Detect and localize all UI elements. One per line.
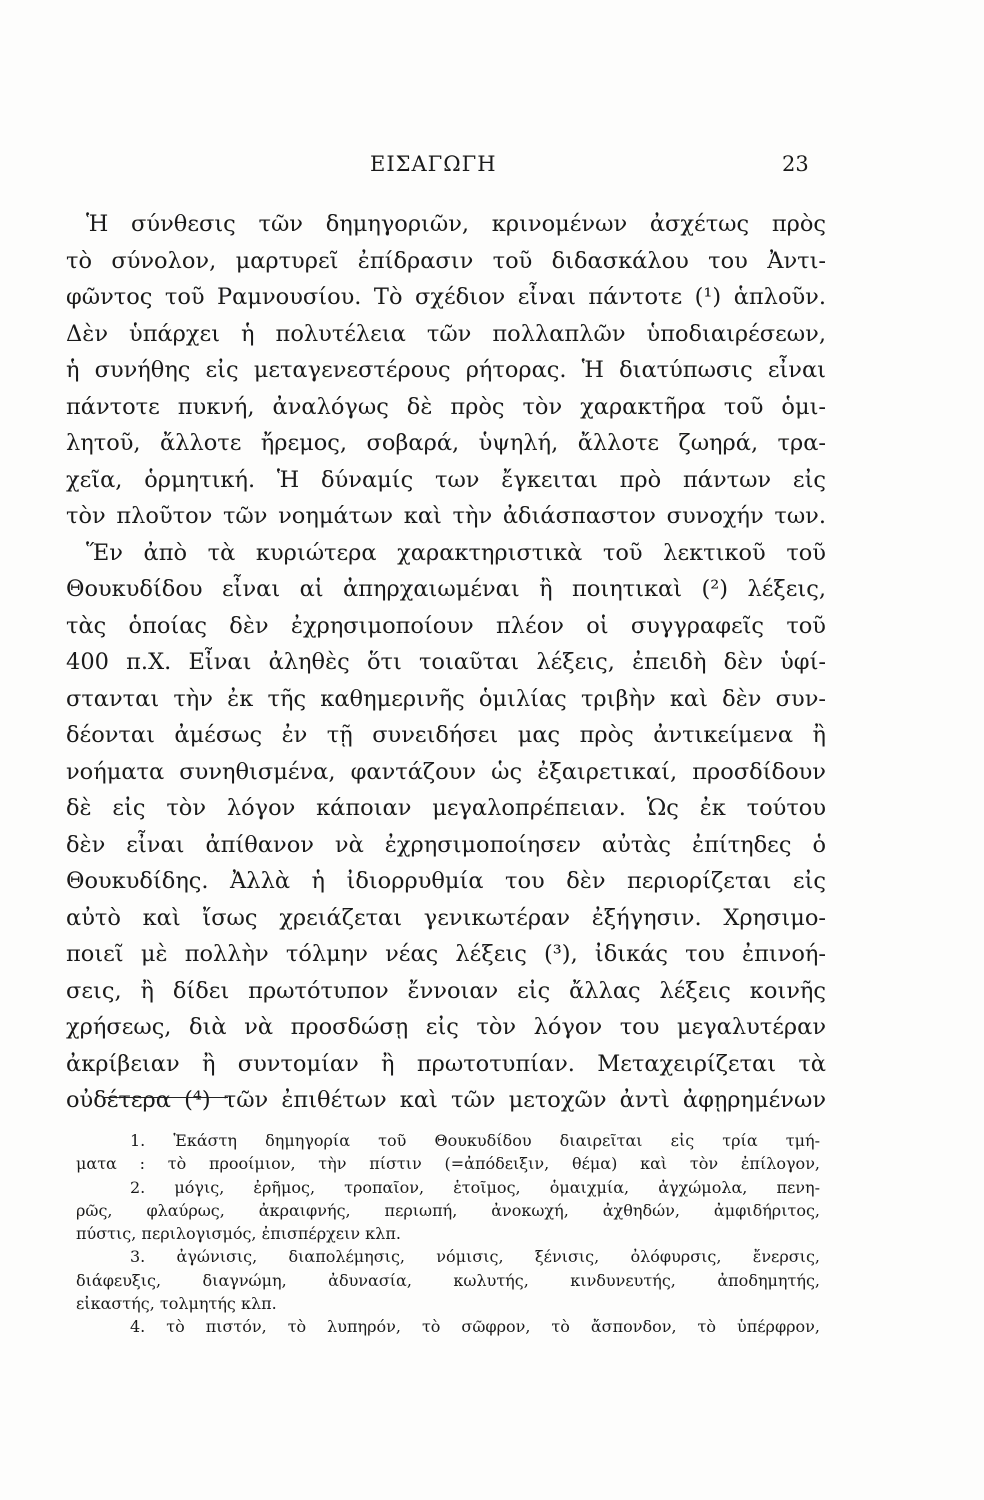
body-line: δὲν εἶναι ἀπίθανον νὰ ἐχρησιμοποίησεν αὐτὰς ἐπίτηδες ὁ [66, 831, 826, 858]
body-line: 400 π.Χ. Εἶναι ἀληθὲς ὅτι τοιαῦται λέξεις, ἐπειδὴ δὲν ὑφί- [66, 649, 826, 675]
body-line: Ἕν ἀπὸ τὰ κυριώτερα χαρακτηριστικὰ τοῦ λεκτικοῦ τοῦ [86, 539, 826, 566]
footnote-line: διάφευξις, διαγνώμη, ἀδυνασία, κωλυτής, κινδυνευτής, ἀποδημητής, [76, 1270, 820, 1290]
body-line: τὸν πλοῦτον τῶν νοημάτων καὶ τὴν ἀδιάσπαστον συνοχήν των. [66, 503, 826, 529]
body-line: φῶντος τοῦ Ραμνουσίου. Τὸ σχέδιον εἶναι πάντοτε (¹) ἁπλοῦν. [66, 284, 826, 310]
body-line: δέονται ἀμέσως ἐν τῇ συνειδήσει μας πρὸς ἀντικείμενα ἢ [66, 722, 826, 748]
body-line: ἡ συνήθης εἰς μεταγενεστέρους ρήτορας. Ἡ διατύπωσις εἶναι [66, 357, 826, 383]
body-line: χρήσεως, διὰ νὰ προσδώσῃ εἰς τὸν λόγον του μεγαλυτέραν [66, 1014, 826, 1040]
body-line: σεις, ἢ δίδει πρωτότυπον ἔννοιαν εἰς ἄλλας λέξεις κοινῆς [66, 977, 826, 1004]
footnote-line: πύστις, περιλογισμός, ἐπισπέρχειν κλπ. [76, 1224, 401, 1244]
body-text [66, 206, 826, 1119]
body-line: στανται τὴν ἐκ τῆς καθημερινῆς ὁμιλίας τριβὴν καὶ δὲν συν- [66, 685, 826, 712]
page-number: 23 [782, 152, 809, 176]
footnote-line: ματα : τὸ προοίμιον, τὴν πίστιν (=ἀπόδειξιν, θέμα) καὶ τὸν ἐπίλογον, [76, 1154, 820, 1174]
footnote-line: εἰκαστής, τολμητής κλπ. [76, 1294, 277, 1314]
body-line: πάντοτε πυκνή, ἀναλόγως δὲ πρὸς τὸν χαρακτῆρα τοῦ ὁμι- [66, 393, 826, 420]
body-line: Ἡ σύνθεσις τῶν δημηγοριῶν, κρινομένων ἀσχέτως πρὸς [86, 211, 826, 237]
footnote-line: 3. ἀγώνισις, διαπολέμησις, νόμισις, ξένισις, ὀλόφυρσις, ἔνερσις, [130, 1247, 820, 1267]
body-line: Θουκυδίδης. Ἀλλὰ ἡ ἰδιορρυθμία του δὲν περιορίζεται εἰς [66, 868, 826, 894]
body-line: τὸ σύνολον, μαρτυρεῖ ἐπίδρασιν τοῦ διδασκάλου του Ἀντι- [66, 247, 826, 274]
body-line: αὐτὸ καὶ ἴσως χρειάζεται γενικωτέραν ἐξήγησιν. Χρησιμο- [66, 904, 826, 931]
body-line: ποιεῖ μὲ πολλὴν τόλμην νέας λέξεις (³), ἰδικάς του ἐπινοή- [66, 941, 826, 967]
footnote-line: ρῶς, φλαύρως, ἀκραιφνής, περιωπή, ἀνοκωχή, ἀχθηδών, ἀμφιδήριτος, [76, 1200, 820, 1220]
footnote-line: 2. μόγις, ἐρῆμος, τροπαῖον, ἑτοῖμος, ὁμαιχμία, ἀγχώμολα, πενη- [130, 1177, 820, 1197]
body-line: ἀκρίβειαν ἢ συντομίαν ἢ πρωτοτυπίαν. Μεταχειρίζεται τὰ [66, 1050, 826, 1077]
body-line: Δὲν ὑπάρχει ἡ πολυτέλεια τῶν πολλαπλῶν ὑποδιαιρέσεων, [66, 320, 826, 347]
footnote-line: 1. Ἑκάστη δημηγορία τοῦ Θουκυδίδου διαιρεῖται εἰς τρία τμή- [130, 1131, 820, 1150]
footnote-divider [104, 1097, 228, 1098]
footnote-line: 4. τὸ πιστόν, τὸ λυπηρόν, τὸ σῶφρον, τὸ ἄσπονδον, τὸ ὑπέρφρον, [130, 1317, 820, 1337]
body-line: νοήματα συνηθισμένα, φαντάζουν ὡς ἐξαιρετικαί, προσδίδουν [66, 758, 826, 785]
running-head-title: ΕΙΣΑΓΩΓΗ [370, 152, 497, 176]
body-line: Θουκυδίδου εἶναι αἱ ἀπηρχαιωμέναι ἢ ποιητικαὶ (²) λέξεις, [66, 576, 826, 602]
body-line: οὐδέτερα (⁴) τῶν ἐπιθέτων καὶ τῶν μετοχῶν ἀντὶ ἀφῃρημένων [66, 1087, 826, 1113]
body-line: τὰς ὁποίας δὲν ἐχρησιμοποίουν πλέον οἱ συγγραφεῖς τοῦ [66, 612, 826, 639]
body-line: δὲ εἰς τὸν λόγον κάποιαν μεγαλοπρέπειαν. Ὡς ἐκ τούτου [66, 795, 826, 821]
body-line: λητοῦ, ἄλλοτε ἤρεμος, σοβαρά, ὑψηλή, ἄλλοτε ζωηρά, τρα- [66, 430, 826, 456]
footnotes [76, 1129, 820, 1339]
body-line: χεῖα, ὁρμητική. Ἡ δύναμίς των ἔγκειται πρὸ πάντων εἰς [66, 466, 826, 493]
